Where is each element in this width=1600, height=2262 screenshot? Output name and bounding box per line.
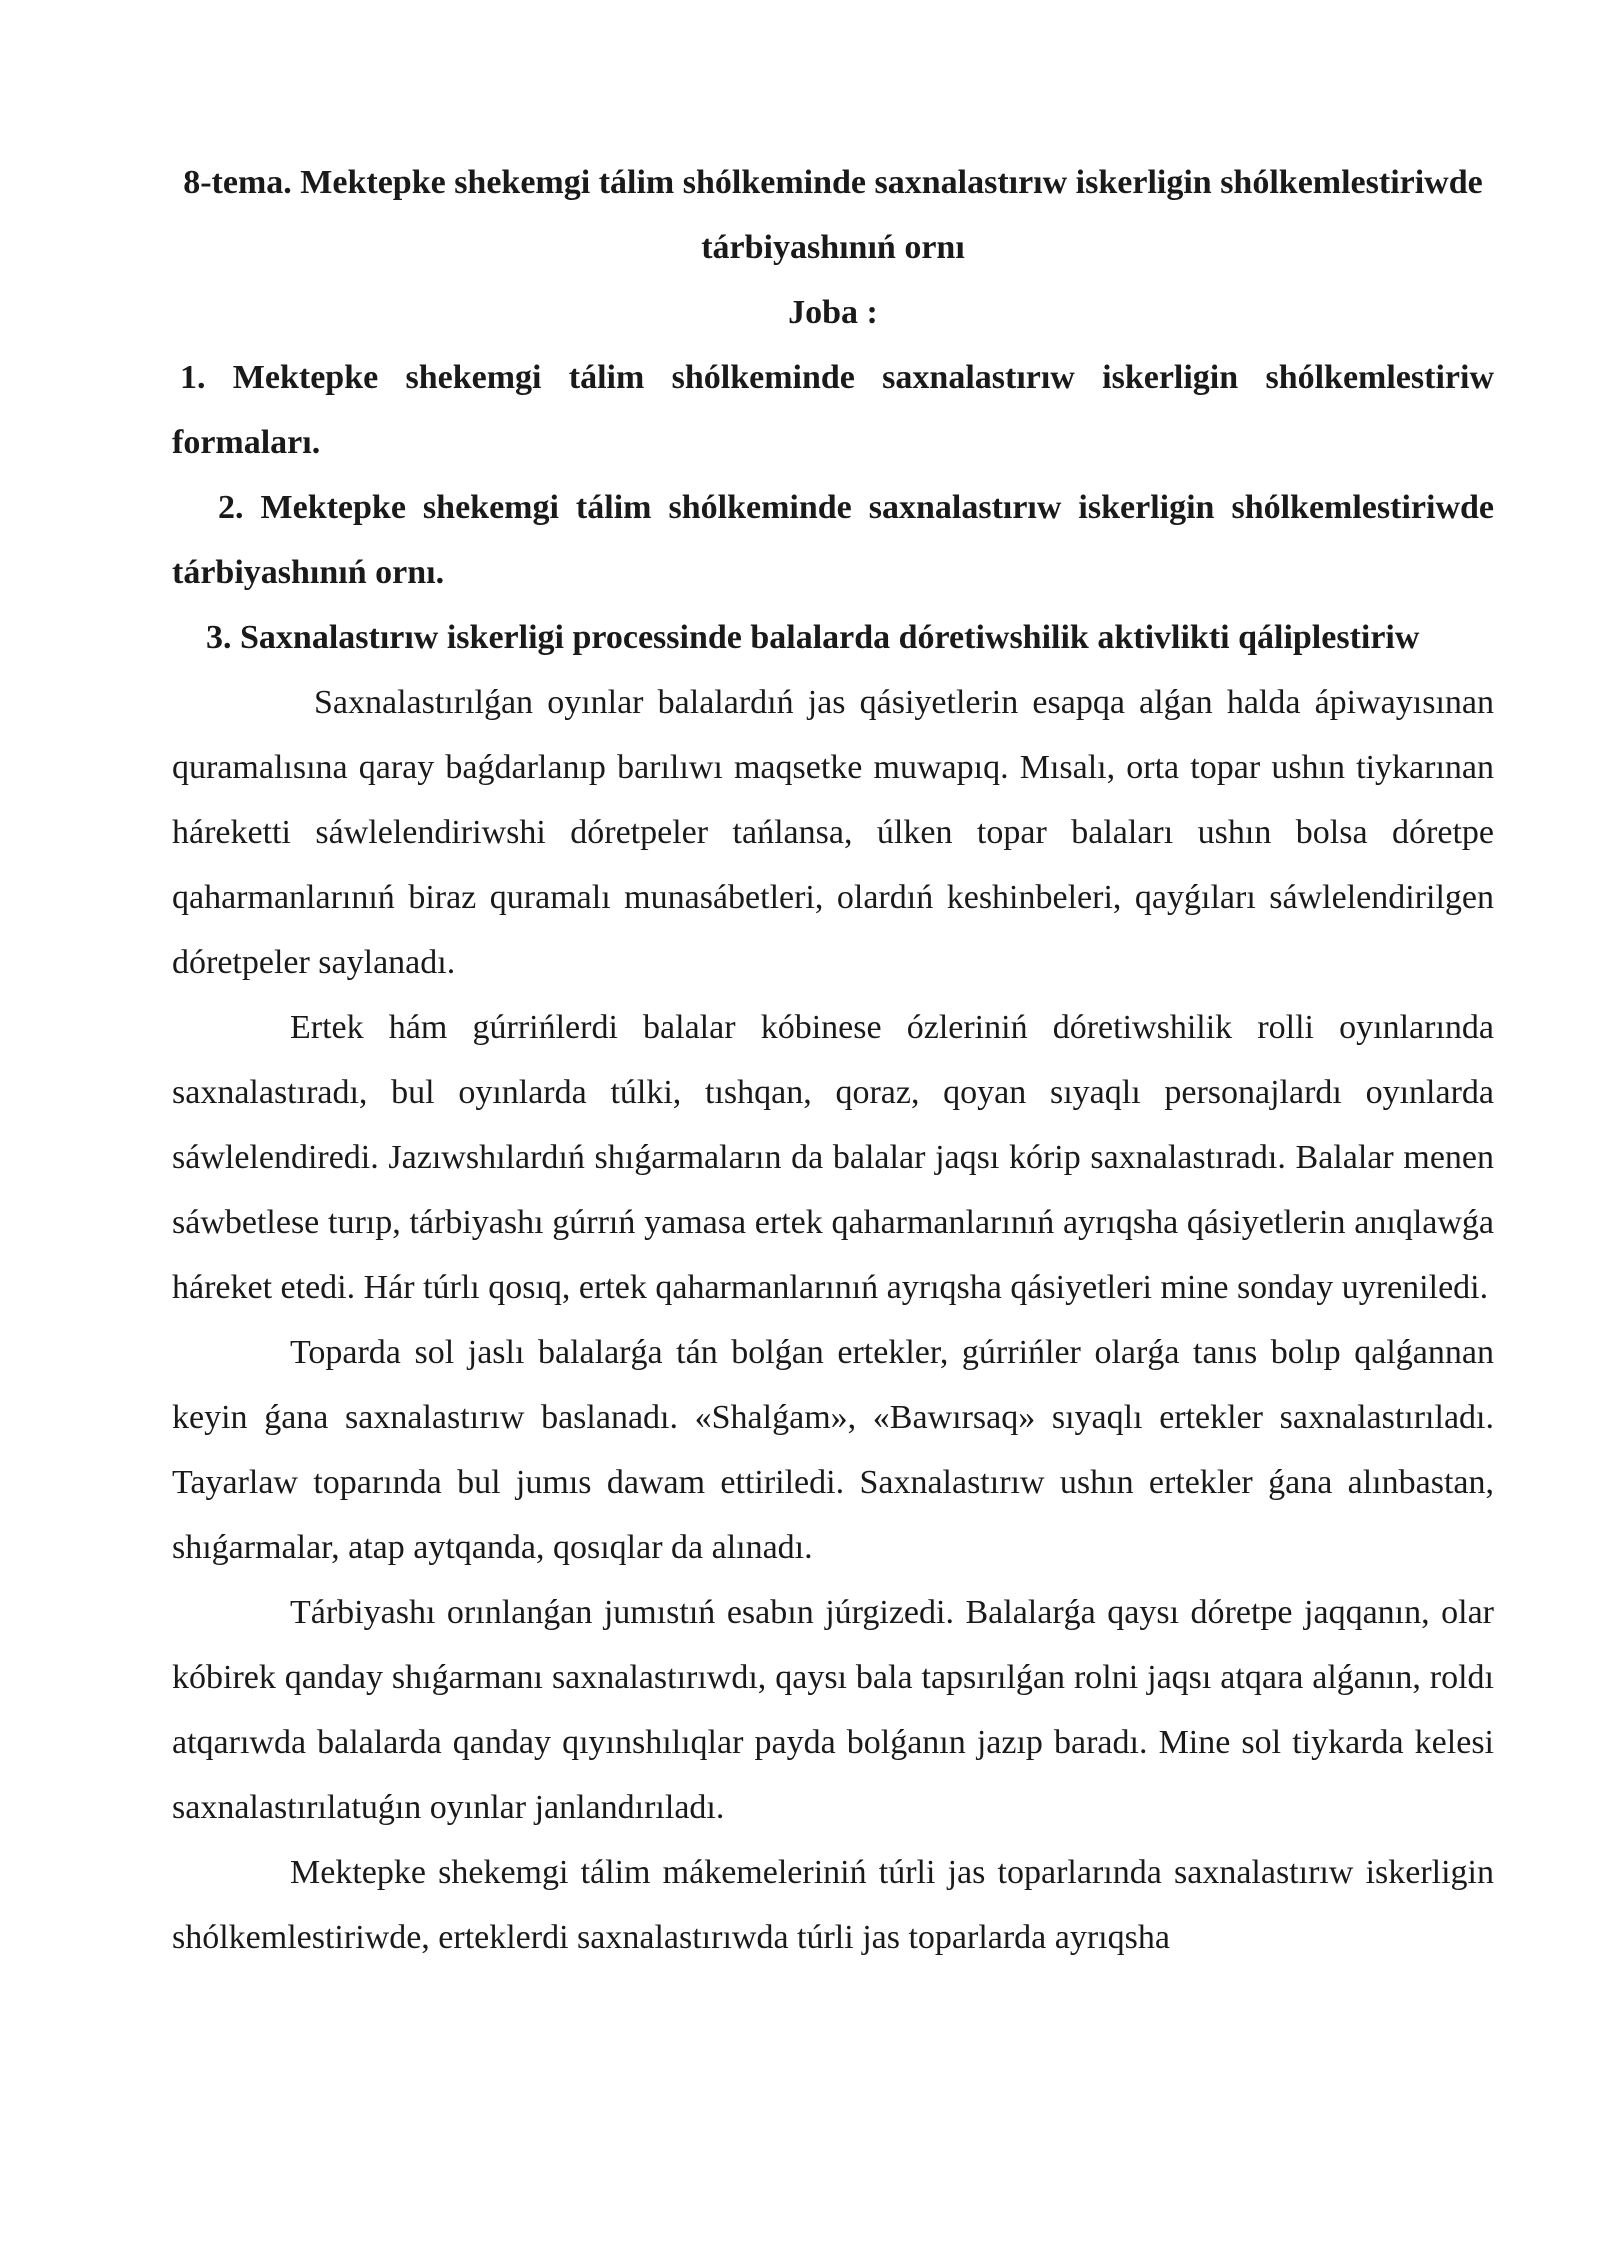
plan-item-2: 2. Mektepke shekemgi tálim shólkeminde saxnalastırıw iskerligin shólkemlestiriwde tárbiyashınıń ornı. <box>172 489 1494 591</box>
paragraph-2: Ertek hám gúrrińlerdi balalar kóbinese ózleriniń dóretiwshilik rolli oyınlarında saxnalastıradı, bul oyınlarda túlki, tıshqan, qoraz, qoyan sıyaqlı personajlardı oyınlarda sáwlelendiredi. Jazıwshılardıń shıǵarmaların da balalar jaqsı kórip saxnalastıradı. Balalar menen sáwbetlese turıp, tárbiyashı gúrrıń yamasa ertek qaharmanlarınıń ayrıqsha qásiyetlerin anıqlawǵa háreket etedi. Hár túrlı qosıq, ertek qaharmanlarınıń ayrıqsha qásiyetleri mine sonday uyreniledi. <box>172 1009 1494 1306</box>
plan-item-3: 3. Saxnalastırıw iskerligi processinde balalarda dóretiwshilik aktivlikti qáliplestiriw <box>206 619 1420 656</box>
paragraph-3: Toparda sol jaslı balalarǵa tán bolǵan ertekler, gúrrińler olarǵa tanıs bolıp qalǵannan keyin ǵana saxnalastırıw baslanadı. «Shalǵam», «Bawırsaq» sıyaqlı ertekler saxnalastırıladı. Tayarlaw toparında bul jumıs dawam ettiriledi. Saxnalastırıw ushın ertekler ǵana alınbastan, shıǵarmalar, atap aytqanda, qosıqlar da alınadı. <box>172 1334 1494 1566</box>
paragraph-4: Tárbiyashı orınlanǵan jumıstıń esabın júrgizedi. Balalarǵa qaysı dóretpe jaqqanın, olar kóbirek qanday shıǵarmanı saxnalastırıwdı, qaysı bala tapsırılǵan rolni jaqsı atqara alǵanın, roldı atqarıwda balalarda qanday qıyınshılıqlar payda bolǵanın jazıp baradı. Mine sol tiykarda kelesi saxnalastırılatuǵın oyınlar janlandırıladı. <box>172 1594 1494 1826</box>
paragraph-5: Mektepke shekemgi tálim mákemeleriniń túrli jas toparlarında saxnalastırıw iskerligin shólkemlestiriwde, erteklerdi saxnalastırıwda túrli jas toparlarda ayrıqsha <box>172 1854 1494 1956</box>
plan-item-1: 1. Mektepke shekemgi tálim shólkeminde saxnalastırıw iskerligin shólkemlestiriw formaları. <box>172 359 1494 461</box>
document-body <box>172 150 1494 1970</box>
document-title: 8-tema. Mektepke shekemgi tálim shólkeminde saxnalastırıw iskerligin shólkemlestiriwde tárbiyashınıń ornı <box>183 164 1483 266</box>
plan-heading: Joba : <box>788 294 878 331</box>
paragraph-1: Saxnalastırılǵan oyınlar balalardıń jas qásiyetlerin esapqa alǵan halda ápiwayısınan quramalısına qaray baǵdarlanıp barılıwı maqsetke muwapıq. Mısalı, orta topar ushın tiykarınan háreketti sáwlelendiriwshi dóretpeler tańlansa, úlken topar balaları ushın bolsa dóretpe qaharmanlarınıń biraz quramalı munasábetleri, olardıń keshinbeleri, qayǵıları sáwlelendirilgen dóretpeler saylanadı. <box>172 684 1494 981</box>
